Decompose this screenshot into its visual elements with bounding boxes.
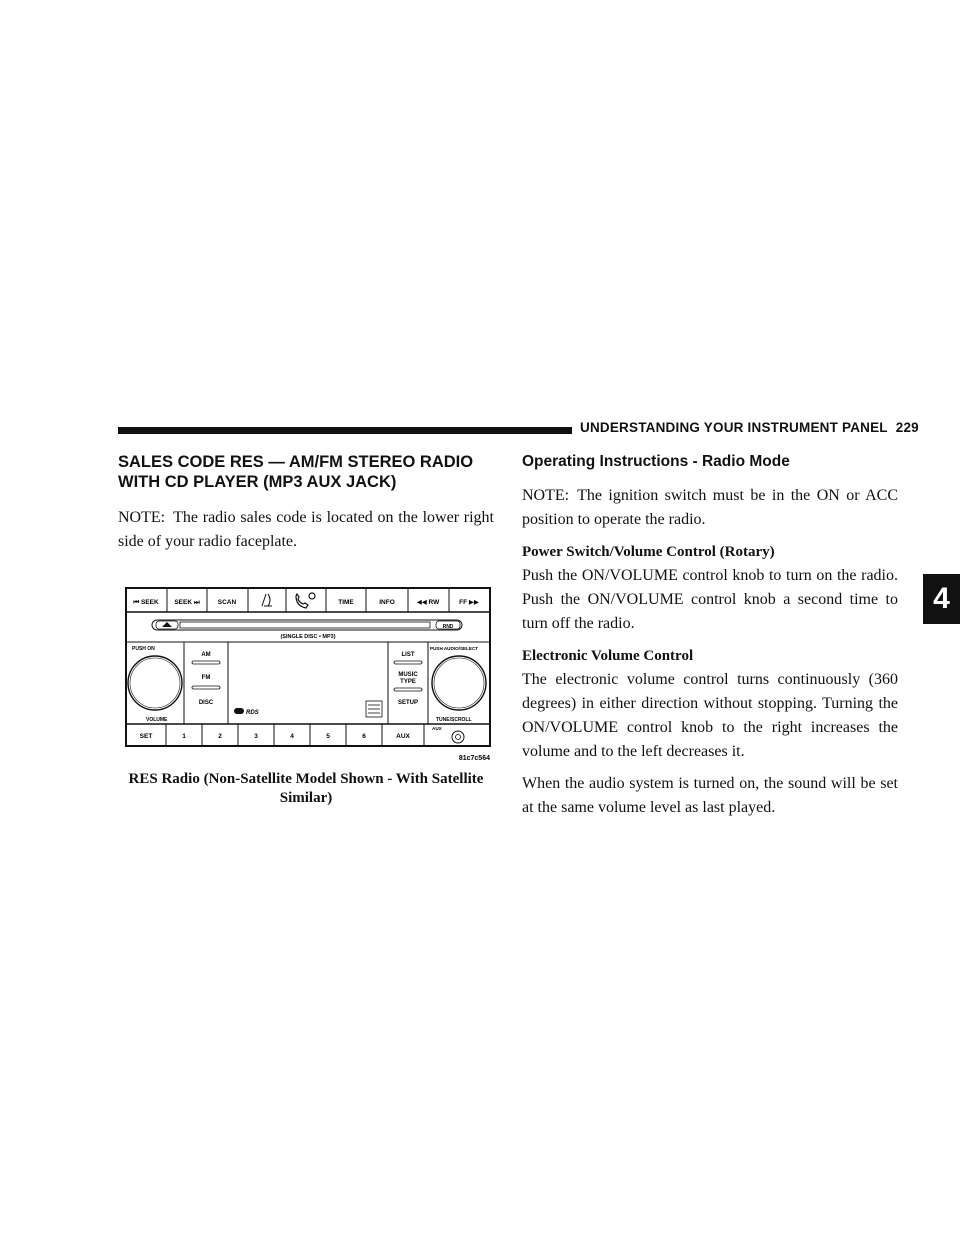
preset-4-label: 4 bbox=[290, 733, 294, 740]
aux-jack-label: AUX bbox=[432, 726, 442, 731]
note-label: NOTE: bbox=[118, 509, 166, 526]
cd-logo bbox=[234, 708, 244, 714]
list-label: LIST bbox=[401, 652, 415, 658]
note-paragraph bbox=[118, 506, 494, 554]
set-label: SET bbox=[139, 733, 153, 740]
rds-logo: RDS bbox=[246, 710, 259, 716]
rw-label: ◀◀ RW bbox=[416, 599, 440, 606]
preset-1-label: 1 bbox=[182, 733, 186, 740]
left-column bbox=[118, 452, 494, 808]
header-rule bbox=[118, 427, 572, 434]
power-switch-heading: Power Switch/Volume Control (Rotary) bbox=[522, 544, 775, 560]
note-label: NOTE: bbox=[522, 487, 570, 504]
disc-label: DISC bbox=[198, 700, 214, 706]
radio-faceplate-illustration bbox=[118, 584, 494, 764]
figure-caption: RES Radio (Non-Satellite Model Shown - With Satellite Similar) bbox=[128, 771, 484, 806]
seek-back-label: ⏮ SEEK bbox=[133, 599, 159, 606]
slot-label: (SINGLE DISC • MP3) bbox=[280, 634, 336, 640]
push-on-label: PUSH ON bbox=[132, 646, 155, 652]
rnd-label: RND bbox=[442, 624, 454, 630]
volume-label: VOLUME bbox=[146, 717, 168, 723]
scan-label: SCAN bbox=[217, 599, 237, 606]
note-text: The radio sales code is located on the lower right side of your radio faceplate. bbox=[118, 509, 494, 550]
note-text: The ignition switch must be in the ON or ACC position to operate the radio. bbox=[522, 487, 898, 528]
section-heading: SALES CODE RES — AM/FM STEREO RADIO WITH CD PLAYER (MP3 AUX JACK) bbox=[118, 453, 474, 491]
volume-control-paragraph: The electronic volume control turns continuously (360 degrees) in either direction without stopping. Turning the ON/VOLUME control knob to the right increases the volume and to the left decreases it. bbox=[522, 671, 898, 760]
tune-scroll-label: TUNE/SCROLL bbox=[436, 717, 472, 723]
aux-button-label: AUX bbox=[396, 733, 410, 740]
volume-memory-paragraph: When the audio system is turned on, the sound will be set at the same volume level as last played. bbox=[522, 775, 898, 816]
seek-fwd-label: SEEK ⏭ bbox=[174, 599, 200, 606]
preset-3-label: 3 bbox=[254, 733, 258, 740]
ff-label: FF ▶▶ bbox=[459, 599, 479, 606]
running-header bbox=[580, 420, 919, 440]
radio-figure bbox=[118, 584, 494, 808]
music-label: MUSIC bbox=[398, 672, 418, 678]
preset-2-label: 2 bbox=[218, 733, 222, 740]
figure-code: 81c7c564 bbox=[458, 755, 490, 762]
info-label: INFO bbox=[379, 599, 395, 606]
time-label: TIME bbox=[338, 599, 354, 606]
setup-label: SETUP bbox=[397, 700, 419, 706]
fm-label: FM bbox=[201, 675, 211, 681]
preset-6-label: 6 bbox=[362, 733, 366, 740]
push-audio-label: PUSH AUDIO/SELECT bbox=[430, 646, 479, 651]
power-switch-paragraph: Push the ON/VOLUME control knob to turn on the radio. Push the ON/VOLUME control knob a second time to turn off the radio. bbox=[522, 567, 898, 632]
operating-instructions-heading: Operating Instructions - Radio Mode bbox=[522, 453, 790, 470]
preset-5-label: 5 bbox=[326, 733, 330, 740]
page-number: 229 bbox=[895, 420, 919, 435]
chapter-tab: 4 bbox=[923, 574, 960, 624]
right-column bbox=[522, 452, 898, 828]
type-label: TYPE bbox=[400, 679, 416, 685]
am-label: AM bbox=[201, 652, 211, 658]
note-paragraph bbox=[522, 484, 898, 532]
volume-control-heading: Electronic Volume Control bbox=[522, 648, 694, 664]
section-title: UNDERSTANDING YOUR INSTRUMENT PANEL bbox=[580, 420, 888, 435]
